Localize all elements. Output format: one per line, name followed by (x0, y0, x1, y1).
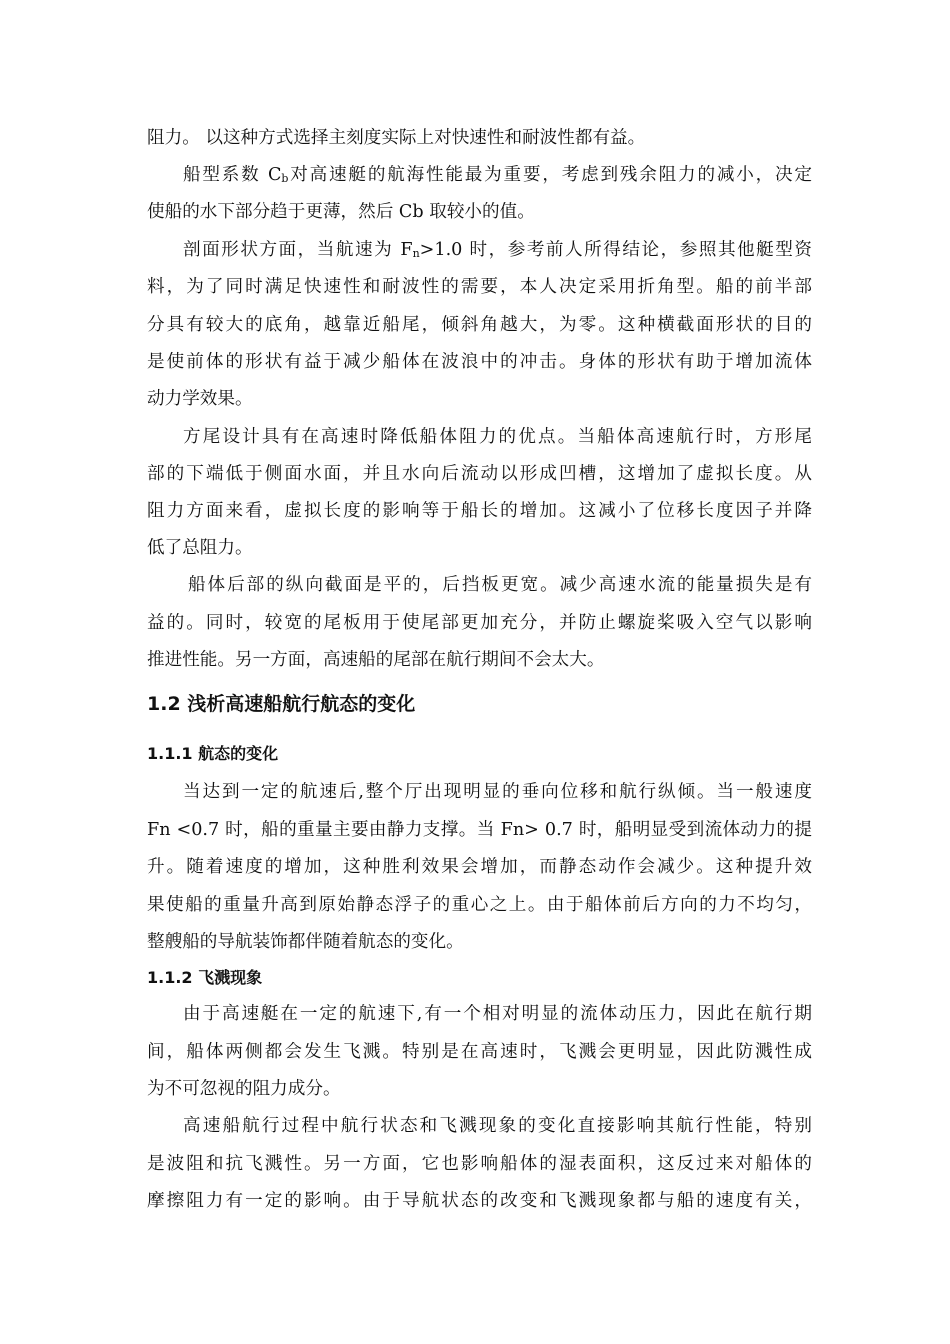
paragraph-line: 动力学效果。 (147, 389, 253, 409)
paragraph-line: 是波阻和抗飞溅性。另一方面，它也影响船体的湿表面积，这反过来对船体的 (147, 1154, 812, 1174)
paragraph-line: 摩擦阻力有一定的影响。由于导航状态的改变和飞溅现象都与船的速度有关， (147, 1191, 812, 1211)
paragraph-line: 船型系数 $C_b$对高速艇的航海性能最为重要，考虑到残余阻力的减小，决定 (183, 165, 812, 185)
paragraph-line: 是使前体的形状有益于减少船体在波浪中的冲击。身体的形状有助于增加流体 (147, 352, 812, 372)
paragraph-line: Fn <0.7 时，船的重量主要由静力支撑。当 Fn> 0.7 时，船明显受到流体动力的提 (147, 820, 812, 840)
paragraph-line: 剖面形状方面，当航速为 $F_n>1.0$ 时，参考前人所得结论，参照其他艇型资 (183, 240, 812, 260)
paragraph-line: 阻力方面来看，虚拟长度的影响等于船长的增加。这减小了位移长度因子并降 (147, 501, 812, 521)
paragraph-line: 整艘船的导航装饰都伴随着航态的变化。 (147, 932, 464, 952)
paragraph-line: 由于高速艇在一定的航速下,有一个相对明显的流体动压力，因此在航行期 (183, 1004, 812, 1024)
paragraph-line: 船体后部的纵向截面是平的，后挡板更宽。减少高速水流的能量损失是有 (188, 575, 812, 595)
paragraph-line: 使船的水下部分趋于更薄，然后 Cb 取较小的值。 (147, 202, 535, 222)
paragraph-line: 果使船的重量升高到原始静态浮子的重心之上。由于船体前后方向的力不均匀， (147, 895, 812, 915)
paragraph-line: 高速船航行过程中航行状态和飞溅现象的变化直接影响其航行性能，特别 (183, 1116, 812, 1136)
paragraph-line: 间，船体两侧都会发生飞溅。特别是在高速时，飞溅会更明显，因此防溅性成 (147, 1042, 812, 1062)
paragraph-line: 升。随着速度的增加，这种胜利效果会增加，而静态动作会减少。这种提升效 (147, 857, 812, 877)
paragraph-line: 分具有较大的底角，越靠近船尾，倾斜角越大，为零。这种横截面形状的目的 (147, 315, 812, 335)
paragraph-line: 为不可忽视的阻力成分。 (147, 1079, 341, 1099)
paragraph-line: 益的。同时，较宽的尾板用于使尾部更加充分，并防止螺旋桨吸入空气以影响 (147, 613, 812, 633)
section-heading: 1.2 浅析高速船航行航态的变化 (147, 693, 416, 715)
paragraph-line: 当达到一定的航速后,整个厅出现明显的垂向位移和航行纵倾。当一般速度 (183, 782, 812, 802)
paragraph-line: 低了总阻力。 (147, 538, 253, 558)
subsection-heading: 1.1.1 航态的变化 (147, 744, 279, 763)
paragraph-line: 方尾设计具有在高速时降低船体阻力的优点。当船体高速航行时，方形尾 (183, 427, 812, 447)
paragraph-line: 料，为了同时满足快速性和耐波性的需要，本人决定采用折角型。船的前半部 (147, 277, 812, 297)
paragraph-line: 部的下端低于侧面水面，并且水向后流动以形成凹槽，这增加了虚拟长度。从 (147, 464, 812, 484)
paragraph-line: 阻力。 以这种方式选择主刻度实际上对快速性和耐波性都有益。 (147, 128, 646, 148)
subsection-heading: 1.1.2 飞溅现象 (147, 968, 263, 987)
paragraph-line: 推进性能。另一方面，高速船的尾部在航行期间不会太大。 (147, 650, 605, 670)
